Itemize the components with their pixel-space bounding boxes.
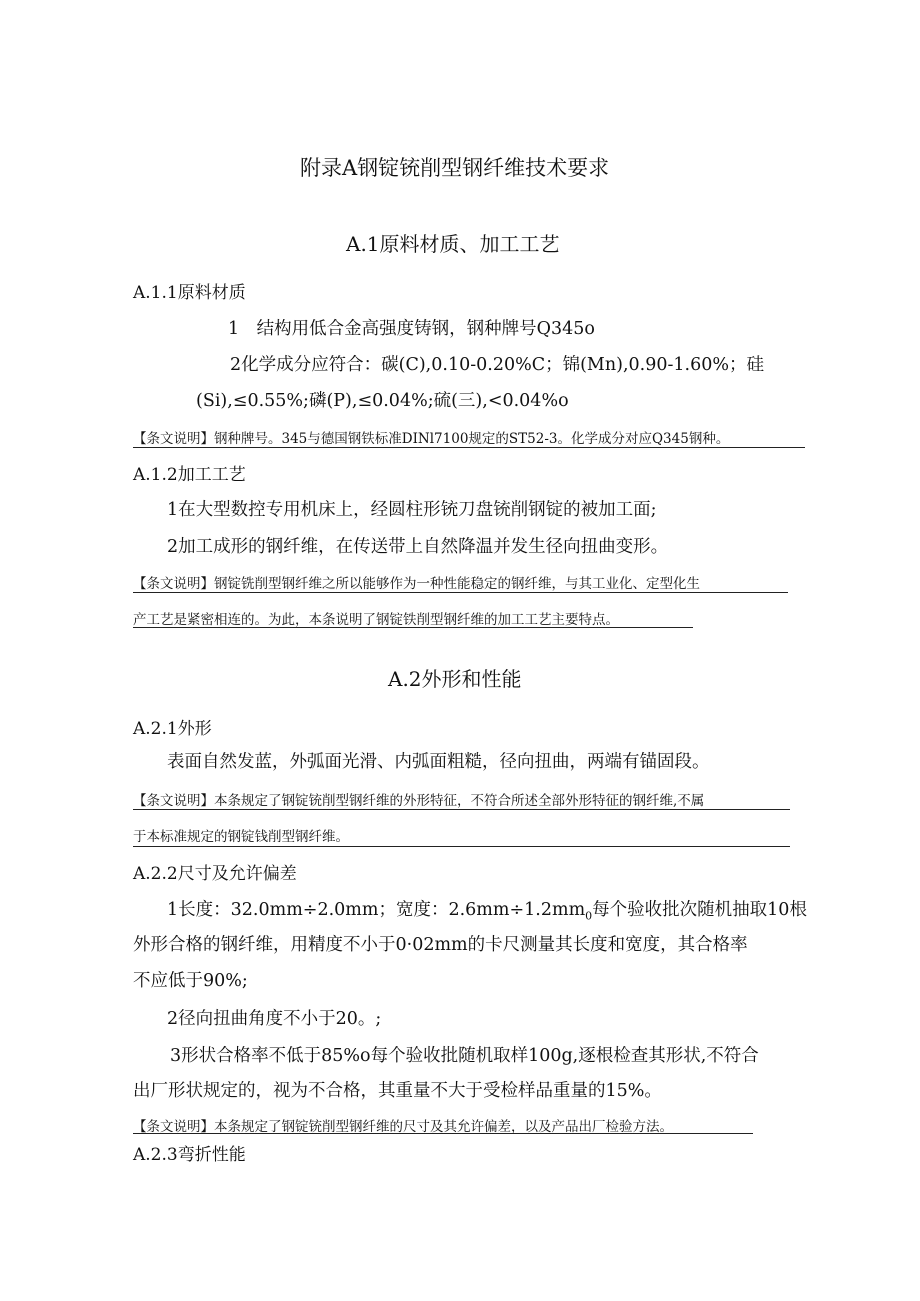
clause-heading-a22: A.2.2尺寸及允许偏差 bbox=[133, 864, 297, 884]
note-underline bbox=[133, 627, 693, 628]
note-a12-line1: 【条文说明】钢锭铣削型钢纤维之所以能够作为一种性能稳定的钢纤维，与其工业化、定型化生 bbox=[133, 576, 700, 592]
paragraph-a21-1: 表面自然发蓝，外弧面光滑、内弧面粗糙，径向扭曲，两端有锚固段。 bbox=[167, 752, 710, 772]
paragraph-a22-2: 2径向扭曲角度不小于20。; bbox=[167, 1009, 382, 1029]
note-underline bbox=[133, 592, 788, 593]
note-a21-line2: 于本标准规定的钢锭钱削型钢纤维。 bbox=[133, 829, 349, 845]
clause-heading-a23: A.2.3弯折性能 bbox=[133, 1145, 246, 1165]
subscript: 0 bbox=[585, 909, 593, 923]
note-underline bbox=[133, 809, 790, 810]
appendix-title: 附录A钢锭铳削型钢纤维技术要求 bbox=[300, 156, 610, 180]
paragraph-a11-2: 2化学成分应符合：碳(C),0.10-0.20%C；锦(Mn),0.90-1.60%；硅 bbox=[230, 355, 764, 375]
section-heading-a2: A.2外形和性能 bbox=[388, 667, 522, 691]
clause-heading-a11: A.1.1原料材质 bbox=[133, 283, 246, 303]
note-a22: 【条文说明】本条规定了钢锭铳削型钢纤维的尺寸及其允许偏差，以及产品出厂检验方法。 bbox=[133, 1119, 673, 1135]
paragraph-a11-1: 1 结构用低合金高强度铸钢，钢种牌号Q345o bbox=[228, 319, 595, 339]
clause-heading-a12: A.1.2加工工艺 bbox=[133, 465, 246, 485]
paragraph-a11-2-cont: (Si),≤0.55%;磷(P),≤0.04%;硫(三),<0.04%o bbox=[196, 391, 569, 411]
note-a21-line1: 【条文说明】本条规定了钢锭铳削型钢纤维的外形特征，不符合所述全部外形特征的钢纤维,不属 bbox=[133, 793, 705, 809]
section-heading-a1: A.1原料材质、加工工艺 bbox=[346, 232, 560, 256]
paragraph-a22-1 bbox=[167, 896, 807, 923]
note-underline bbox=[133, 846, 790, 847]
note-underline bbox=[133, 447, 805, 448]
note-underline bbox=[133, 1133, 753, 1134]
length-width-spec: 1长度：32.0mm÷2.0mm；宽度：2.6mm÷1.2mm bbox=[167, 900, 586, 920]
paragraph-a22-1-cont: 外形合格的钢纤维，用精度不小于0·02mm的卡尺测量其长度和宽度，其合格率 bbox=[133, 935, 748, 955]
sampling-text: 每个验收批次随机抽取10根 bbox=[592, 900, 807, 920]
clause-heading-a21: A.2.1外形 bbox=[133, 719, 212, 739]
note-a11: 【条文说明】钢种牌号。345与德国钢铁标准DINl7100规定的ST52-3。化学成分对应Q345钢种。 bbox=[133, 431, 730, 447]
paragraph-a22-3-cont: 出厂形状规定的，视为不合格，其重量不大于受检样品重量的15%。 bbox=[133, 1081, 662, 1101]
paragraph-a12-1: 1在大型数控专用机床上，经圆柱形铳刀盘铳削钢锭的被加工面; bbox=[167, 500, 657, 520]
paragraph-a12-2: 2加工成形的钢纤维，在传送带上自然降温并发生径向扭曲变形。 bbox=[167, 537, 669, 557]
paragraph-a22-3: 3形状合格率不低于85%o每个验收批随机取样100g,逐根检查其形状,不符合 bbox=[170, 1046, 759, 1066]
paragraph-a22-1-end: 不应低于90%; bbox=[133, 971, 248, 991]
note-a12-line2: 产工艺是紧密相连的。为此，本条说明了钢锭铁削型钢纤维的加工工艺主要特点。 bbox=[133, 612, 619, 628]
